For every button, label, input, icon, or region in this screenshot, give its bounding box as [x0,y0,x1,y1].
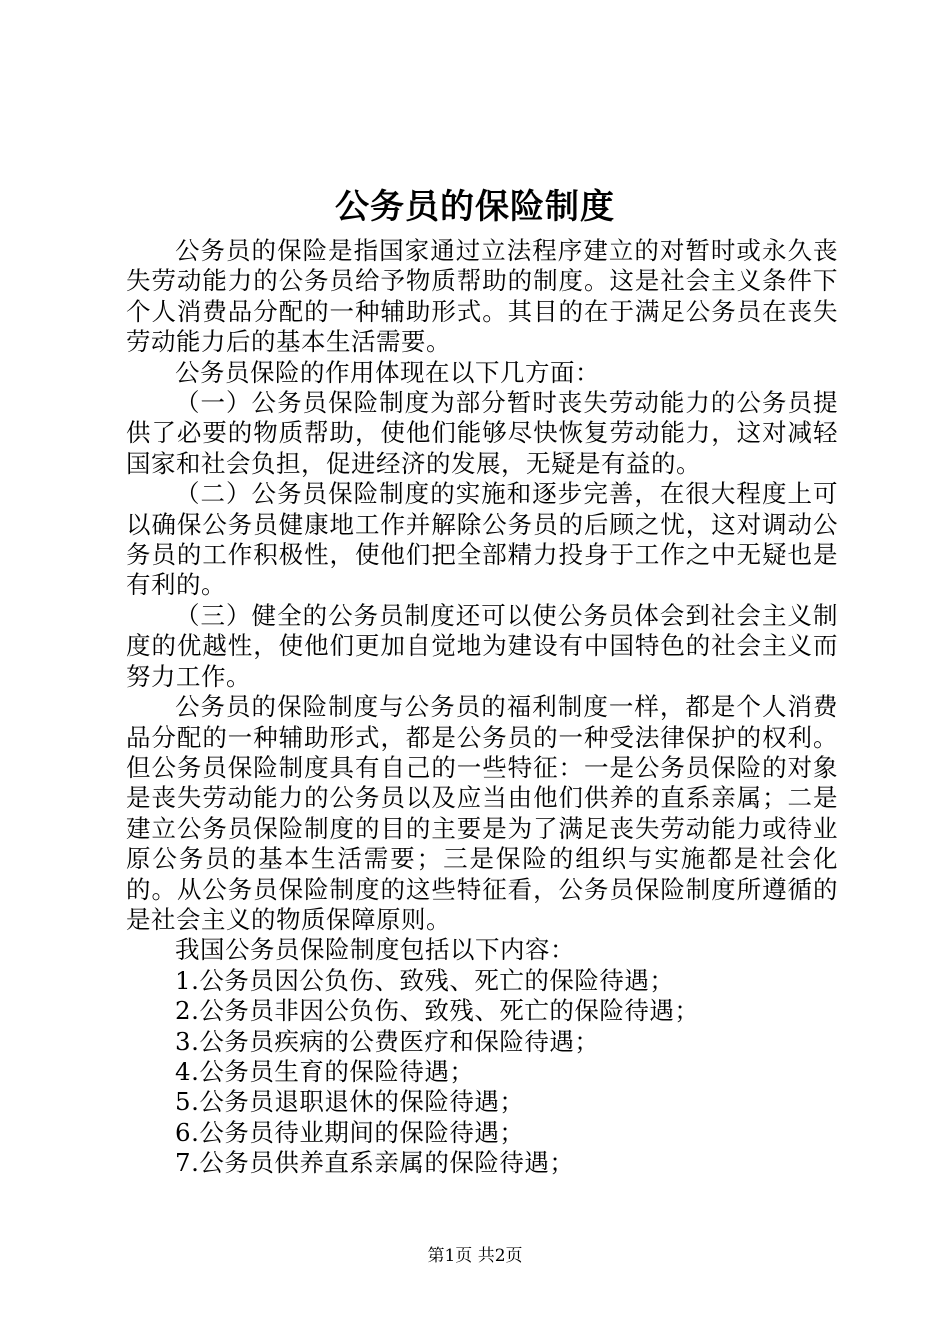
paragraph-function-three: （三）健全的公务员制度还可以使公务员体会到社会主义制度的优越性，使他们更加自觉地为建设有中国特色的社会主义而努力工作。 [126,600,838,691]
paragraph-definition: 公务员的保险是指国家通过立法程序建立的对暂时或永久丧失劳动能力的公务员给予物质帮助的制度。这是社会主义条件下个人消费品分配的一种辅助形式。其目的在于满足公务员在丧失劳动能力后的基本生活需要。 [126,236,838,357]
document-body [126,236,838,1179]
paragraph-function-one: （一）公务员保险制度为部分暂时丧失劳动能力的公务员提供了必要的物质帮助，使他们能够尽快恢复劳动能力，这对减轻国家和社会负担，促进经济的发展，无疑是有益的。 [126,388,838,478]
list-item: 2.公务员非因公负伤、致残、死亡的保险待遇； [175,996,700,1026]
paragraph-contents-intro: 我国公务员保险制度包括以下内容： [175,935,575,965]
contents-list [126,966,838,1179]
document-title: 公务员的保险制度 [335,187,615,227]
list-item: 6.公务员待业期间的保险待遇； [175,1117,525,1147]
list-item: 5.公务员退职退休的保险待遇； [175,1087,525,1117]
page-footer: 第1页 共2页 [427,1246,523,1266]
list-item: 7.公务员供养直系亲属的保险待遇； [175,1148,575,1178]
paragraph-function-two: （二）公务员保险制度的实施和逐步完善，在很大程度上可以确保公务员健康地工作并解除公务员的后顾之忧，这对调动公务员的工作积极性，使他们把全部精力投身于工作之中无疑也是有利的。 [126,479,838,600]
list-item: 1.公务员因公负伤、致残、死亡的保险待遇； [175,965,675,995]
paragraph-functions-intro: 公务员保险的作用体现在以下几方面： [175,357,600,387]
paragraph-characteristics: 公务员的保险制度与公务员的福利制度一样，都是个人消费品分配的一种辅助形式，都是公务员的一种受法律保护的权利。但公务员保险制度具有自己的一些特征：一是公务员保险的对象是丧失劳动能力的公务员以及应当由他们供养的直系亲属；二是建立公务员保险制度的目的主要是为了满足丧失劳动能力或待业原公务员的基本生活需要；三是保险的组织与实施都是社会化的。从公务员保险制度的这些特征看，公务员保险制度所遵循的是社会主义的物质保障原则。 [126,692,838,934]
list-item: 4.公务员生育的保险待遇； [175,1056,475,1086]
list-item: 3.公务员疾病的公费医疗和保险待遇； [175,1026,600,1056]
